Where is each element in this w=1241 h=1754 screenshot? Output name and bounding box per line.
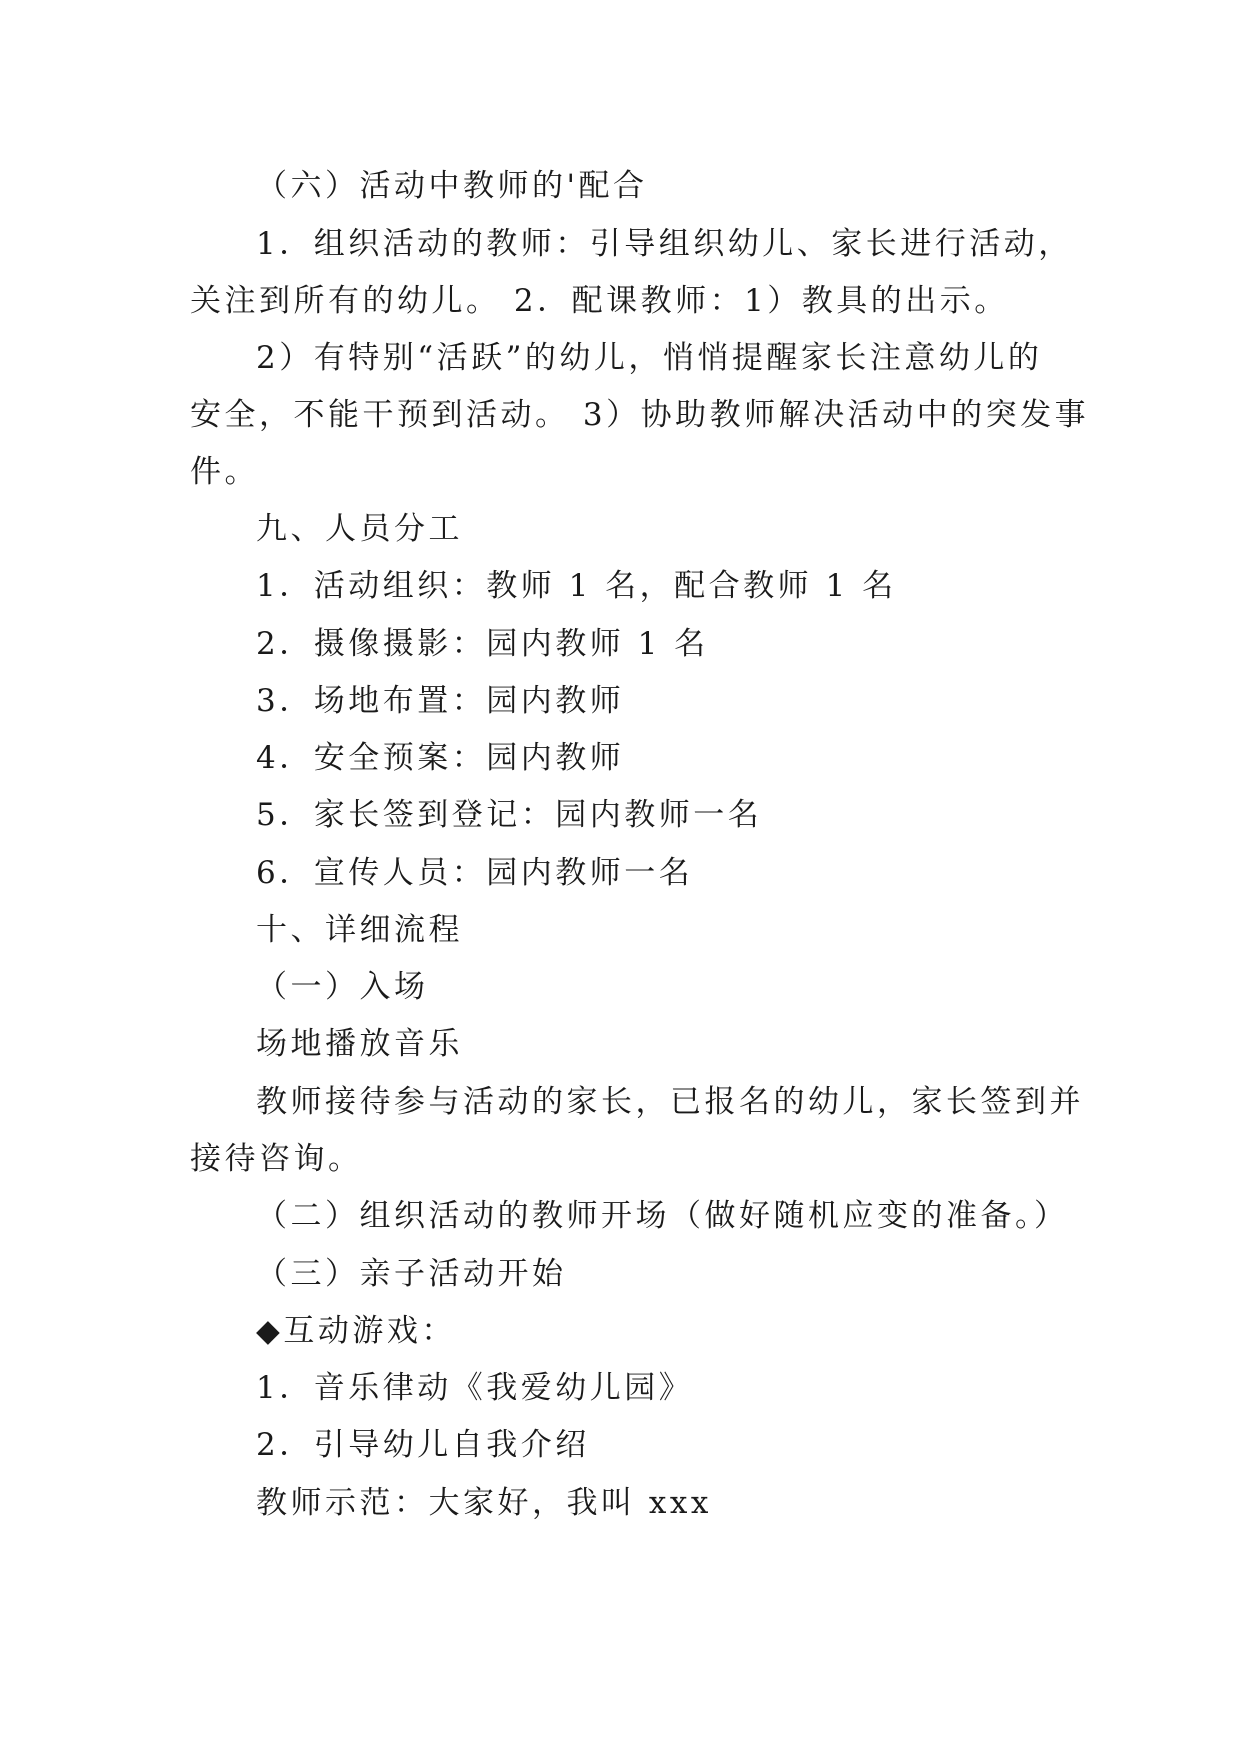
list-item: 3．场地布置：园内教师 [256,683,625,719]
list-item: 2．摄像摄影：园内教师 1 名 [256,626,709,662]
paragraph-line: 1．组织活动的教师：引导组织幼儿、家长进行活动， [256,226,1073,262]
section-heading-teacher-cooperation: （六）活动中教师的'配合 [256,168,648,204]
list-item: 5．家长签到登记：园内教师一名 [256,797,763,833]
subsection-heading: （三）亲子活动开始 [256,1256,567,1292]
subsection-heading: （一）入场 [256,969,429,1005]
paragraph-line: 安全，不能干预到活动。 3）协助教师解决活动中的突发事 [190,397,1090,433]
subsection-heading: （二）组织活动的教师开场（做好随机应变的准备。） [256,1198,1069,1234]
list-item: 1．活动组织：教师 1 名，配合教师 1 名 [256,568,897,604]
paragraph-line: 关注到所有的幼儿。 2．配课教师：1）教具的出示。 [190,283,1009,319]
list-item: 1．音乐律动《我爱幼儿园》 [256,1370,694,1406]
list-item: 6．宣传人员：园内教师一名 [256,855,694,891]
section-heading-staff-division: 九、人员分工 [256,511,463,547]
paragraph-line: 件。 [190,454,259,490]
paragraph-line: 接待咨询。 [190,1141,363,1177]
paragraph-line: 场地播放音乐 [256,1026,463,1062]
paragraph-line: 2）有特别“活跃”的幼儿，悄悄提醒家长注意幼儿的 [256,340,1043,376]
list-item: 4．安全预案：园内教师 [256,740,625,776]
paragraph-line: 教师接待参与活动的家长，已报名的幼儿，家长签到并 [256,1084,1084,1120]
paragraph-line: 教师示范：大家好，我叫 xxx [256,1485,712,1521]
list-item: 2．引导幼儿自我介绍 [256,1427,590,1463]
bullet-heading: ◆互动游戏： [256,1313,456,1349]
section-heading-detailed-process: 十、详细流程 [256,912,463,948]
